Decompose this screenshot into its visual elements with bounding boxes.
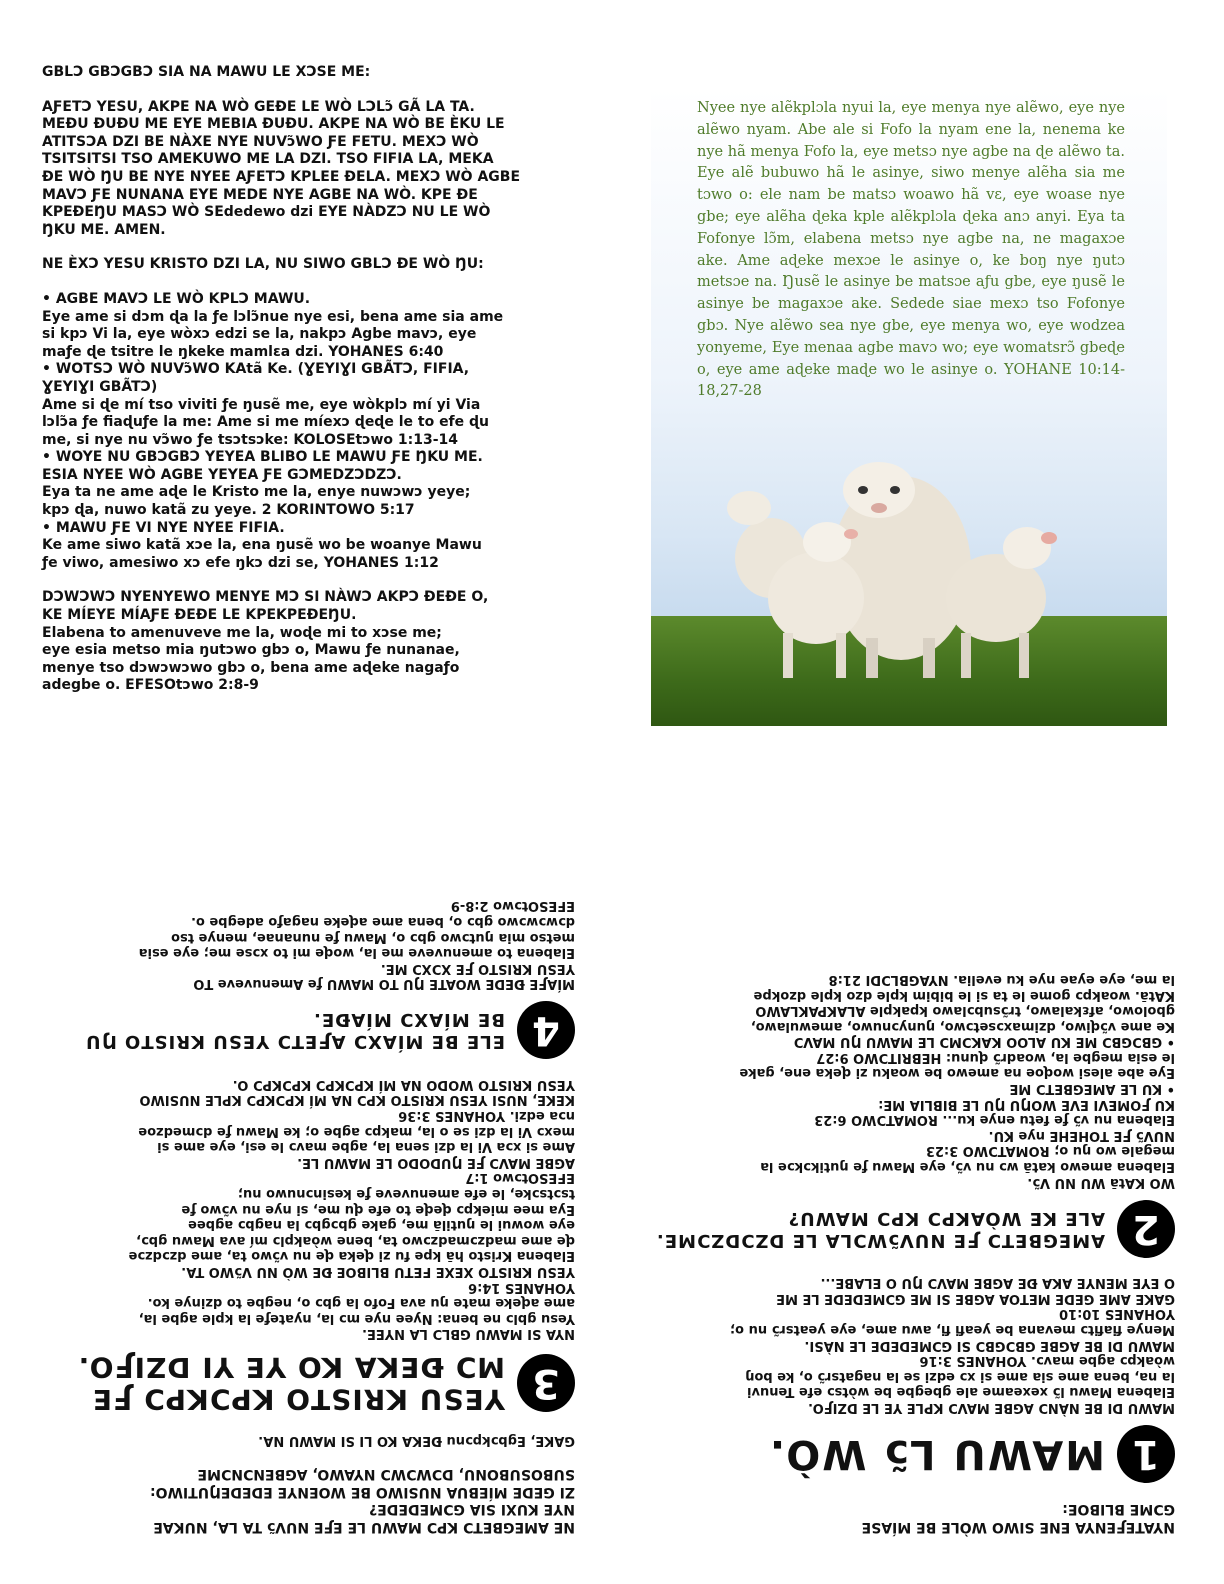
photo-verse: Nyee nye alẽkplɔla nyui la, eye menya nye alẽwo, eye nye alẽwo nyam. Abe ale si Fofo la nyam ene la, nenema ke nye hã menya Fofo la, eye metsɔ nye agbe na ɖe alẽwo ta. Eye alẽ bubuwo hã le asinye, siwo menye alẽha sia me tɔwo o: ele nam be matsɔ woawo hã vɛ, eye woase nye gbe; eye alẽha ɖeka kple alẽkplɔla ɖeka anɔ anyi. Eya ta Fofonye lɔ̃m, elabena metsɔ nye agbe na, ne magaxɔe ake. Ame aɖeke mexɔe le asinye o, ke boŋ nye ŋutɔ metsɔe na. Ŋusẽ le asinye be matsɔe aƒu gbe, eye ŋusẽ le asinye be magaxɔe ake. Sedede siae mexɔ tso Fofonye gbɔ. Nye alẽwo sea nye gbe, eye menya wo, eye wodzea yonyeme, Eye menaa agbe mavɔ wo; eye womatsrɔ̃ gbeɖe o, eye ame aɖeke maɖe wo le asinye o. YOHANE 10:14-18,27-28 [697, 100, 1125, 400]
problem-intro: NE AMEGBETƆ KPƆ MAWU LE EƑE NUVɔ̃ TA LA, NUKAE NYE KUXI SIA GƆMEDEDE? ZI GEDE MÍEBUA NUSIWO BE WOENYE EDEDEŊUTIWO: SUBOSUBONU, DƆWƆWƆ NYAWO, AGBENƆNƆME [150, 1466, 575, 1535]
grace-section: DƆWƆWƆ NYENYEWO MENYE MƆ SI NÀWƆ AKPƆ ÐEÐE O, KE MÍEYE MÍAƑE ÐEÐE LE KPEKPEÐEŊU. Elabena to amenuveve me la, woɖe mi to xɔse me; eye esia metso mia ŋutɔwo gbɔ o, Mawu ƒe nunanae, menye tso dɔwɔwɔwo gbɔ o, bena ame aɖeke nagaƒo adegbe o. EFESOtɔwo 2:8-9 [42, 589, 489, 694]
assurance-list: • AGBE MAVƆ LE WÒ KPLƆ MAWU. Eye ame si dɔm ɖa la ƒe lɔlɔ̃nue nye esi, bena ame sia ame si kpɔ Vi la, eye wòxɔ edzi se la, nakpɔ Agbe mavɔ, eye maƒe ɖe tsitre le ŋkeke mamlɛa dzi. YOHANES 6:40 • WOTSƆ WÒ NUVɔ̃WO KAtã Ke. (ƔEYIƔI GBÃTƆ, FIFIA, ƔEYIƔI GBÃTƆ) Ame si ɖe mí tso viviti ƒe ŋusẽ me, eye wòkplɔ mí yi Via lɔlɔ̃a ƒe fiaɖuƒe la me: Ame si me míexɔ ɖeɖe le to efe ɖu me, si nye nu vɔ̃wo ƒe tsɔtsɔke: KOLOSEtɔwo 1:13-14 • WOYE NU GBƆGBƆ YEYEA BLIBO LE MAWU ƑE ŊKU ME. ESIA NYEE WÒ AGBE YEYEA ƑE GƆMEDZƆDZƆ. Eya ta ne ame aɖe le Kristo me la, enye nuwɔwɔ yeye; kpɔ ɖa, nuwo katã zu yeye. 2 KORINTOWO 5:17 • MAWU ƑE VI NYE NYEE FIFIA. Ke ame siwo katã xɔe la, ena ŋusẽ wo be woanye Mawu ƒe viwo, amesiwo xɔ efe ŋkɔ dzi se, YOHANES 1:12 [42, 290, 504, 571]
section-3-text: NYA SI MAWU GBLƆ LA NYEE. Yesu gblɔ ne bena: Nyee nye mɔ la, nyateƒe la kple agbe la, ame aɖeke mate ŋu ava Fofo la gbɔ o, negbe to dzinye ko. YOHANES 14:6 YESU KRISTO XEXE FETU BLIBOE ÐE WÒ NU Vɔ̃WO TA. Elabena Kristo hã kpe fu zi ɖeka ɖe nu vɔ̃wo ta, ame dzɔdzɔe ɖe ame madzɔmadzɔwo ta, bene wòakplɔ mí ava Mawu gbɔ, eye wowui le ŋutilã me, gake gbɔgbɔ la nagbɔ agbee Eya mee miekpɔ ɖeɖe to efe ɖu me, si nye nu vɔ̃wo ƒe tsɔtsɔke, le efe amenuveve ƒe kesinɔnuwo nu; EFESOtɔwo 1:7 AGBE MAVƆ ƑE ŊUDODO LE MAWU LE. Ame si xɔa Vi la dzi sena la, agbe mavɔ le esi, eye ame si mexɔ Vi la dzi se o la, makpɔ agbe o; ke Mawu ƒe dɔmedzoe nɔa edzi. YOHANES 3:36 KEKE, NUSI YESU KRISTO KPƆ NA MÍ KPƆKPƆ KPLE NUSIWO YESU KRISTO WODO NA MÍ KPƆKPƆ KPƆKPƆ O. [128, 1076, 575, 1342]
truths-intro: NYATEƑENYA ENE SIWO WÒLE BE MÍASE GƆME BLIBOE: [861, 1501, 1175, 1535]
section-number-3: 3 [517, 1354, 575, 1412]
tract-panel-sections-3-4 [30, 800, 575, 1535]
section-1-header [630, 1425, 1175, 1483]
section-number-4: 4 [517, 1001, 575, 1059]
prayer-heading: GBLƆ GBƆGBƆ SIA NA MAWU LE XƆSE ME: [42, 64, 371, 80]
assurance-heading: NE ÈXƆ YESU KRISTO DZI LA, NU SIWO GBLƆ ÐE WÒ ŊU: [42, 256, 484, 273]
sheep-photo-panel [651, 88, 1167, 726]
section-4-title: ELE BE MÍAXƆ AƑETƆ YESU KRISTO ŊU BE MÍAXƆ MÍAÐE. [85, 1009, 505, 1053]
section-4-header [30, 1001, 575, 1059]
section-3-title: YESU KRISTO KPƆKPƆ ƑE MƆ ÐEKA KO YE YI DZIƑO. [77, 1351, 505, 1417]
section-3-header [30, 1351, 575, 1415]
tract-panel-sections-1-2 [630, 800, 1175, 1535]
prayer-text: AƑETƆ YESU, AKPE NA WÒ GEÐE LE WÒ LƆLɔ̃ GÃ LA TA. MEÐU ÐUÐU ME EYE MEBIA ÐUÐU. AKPE NA WÒ BE ÈKU LE ATITSƆA DZI BE NÀXE NYE NUVɔ̃WO ƑE FETU. MEXƆ WÒ TSITSITSI TSO AMEKUWO ME LA DZI. TSO FIFIA LA, MEKA ÐE WÒ ŊU BE NYE NYEE AƑETƆ KPLEE ÐELA. MEXƆ WÒ AGBE MAVƆ ƑE NUNANA EYE MEDE NYE AGBE NA WÒ. KPE ÐE KPEÐEŊU MASƆ WÒ SEdedewo dzi EYE NÀDZƆ NU LE WÒ ŊKU ME. AMEN. [42, 98, 521, 238]
section-number-1: 1 [1117, 1425, 1175, 1483]
section-2-header [630, 1200, 1175, 1258]
sheep-photo [651, 88, 1167, 726]
section-number-2: 2 [1117, 1200, 1175, 1258]
tract-top-left-column [42, 64, 602, 695]
section-1-text: MAWU DI BE NÀNƆ AGBE MAVƆ KPLE YE LE DZIƑO. Elabena Mawu lɔ̃ xexeame ale gbegbe be wòtsɔ efe Tenuvi la na, bena ame sia ame si xɔ edzi se la nagatsrɔ̃ o, ke boŋ wòakpɔ agbe mavɔ. YOHANES 3:16 MAWU DI BE AGBE GBƆGBƆ SI GƆMEDEDE LE NÀSI. Menye fiafitɔ mevana be yeafi fi, awu ame, eye yeatsrɔ̃ nu o; YOHANES 10:10 GAKE AME GEDE METOA AGBE SI ME GƆMEDEDE LE ME O EYE MENYE AKA ÐE AGBE MAVƆ ŊU O ELABE... [729, 1275, 1175, 1415]
section-4-text: MÍAƑE ÐEDE WOATE ŊU TO MAWU ƒe Amenuveve TO YESU KRISTO ƑE XƆXƆ ME. Elabena to amenuveve me la, woɖe mi to xɔse me; eye esia metso mia ŋutɔwo gbɔ o, Mawu ƒe nunanae, menye tso dɔwɔwɔwo gbɔ o, bena ame aɖeke nagaƒo adegbe o. EFESOtɔwo 2:8-9 [138, 898, 575, 992]
section-1-title: MAWU Lɔ̃ WÒ. [767, 1431, 1105, 1477]
problem-intro-2: GAKE, Egbɔkpɔnu ÐEKA KO LI SI MAWU NA. [258, 1433, 575, 1448]
section-2-title: AMEGBETƆ ƑE NUVɔ̃WƆLA LE DZƆDZƆME. ALE KE WÒAKPƆ KPƆ MAWU? [655, 1207, 1105, 1251]
section-2-text: WO KAtã WU NU Vɔ̃. Elabena amewo katã wɔ nu vɔ̃, eye Mawu ƒe ŋutikɔkɔe la megale wo ŋu o; ROMATƆWO 3:23 NUVɔ̃ ƑE TOHEHE nye KU. Elabena nu vɔ̃ ƒe fetu enye ku... ROMATƆWO 6:23 KU ƑOMEVI EVE WOŊU ŊU LE BIBLIA ME: • KU LE AMEGBETƆ ME Eye abe alesi woɖoe na amewo be woaku zi ɖeka ene, gake le esia megbe la, woadrɔ̃ ɖunu: HEBRITƆWO 9:27 • GBƆGBƆ ME KU ALOO KAKƆMƆ LE MAWU ŊU MAVƆ Ke ame vɔ̃ɖiwo, dzimaxɔsetɔwo, ŋunyɔnuwo, amewulawo, gbolowo, afɛkalawo, trɔ̃subɔlawo kpakple ALAKPAKLAWO KAtã. woakpɔ gome le ta si le bibim kple dzo kple dzokpe la me, eye eyae nye ku evelia. NYAGBLƆDI 21:8 [739, 971, 1175, 1190]
sheep-illustration [651, 438, 1167, 678]
